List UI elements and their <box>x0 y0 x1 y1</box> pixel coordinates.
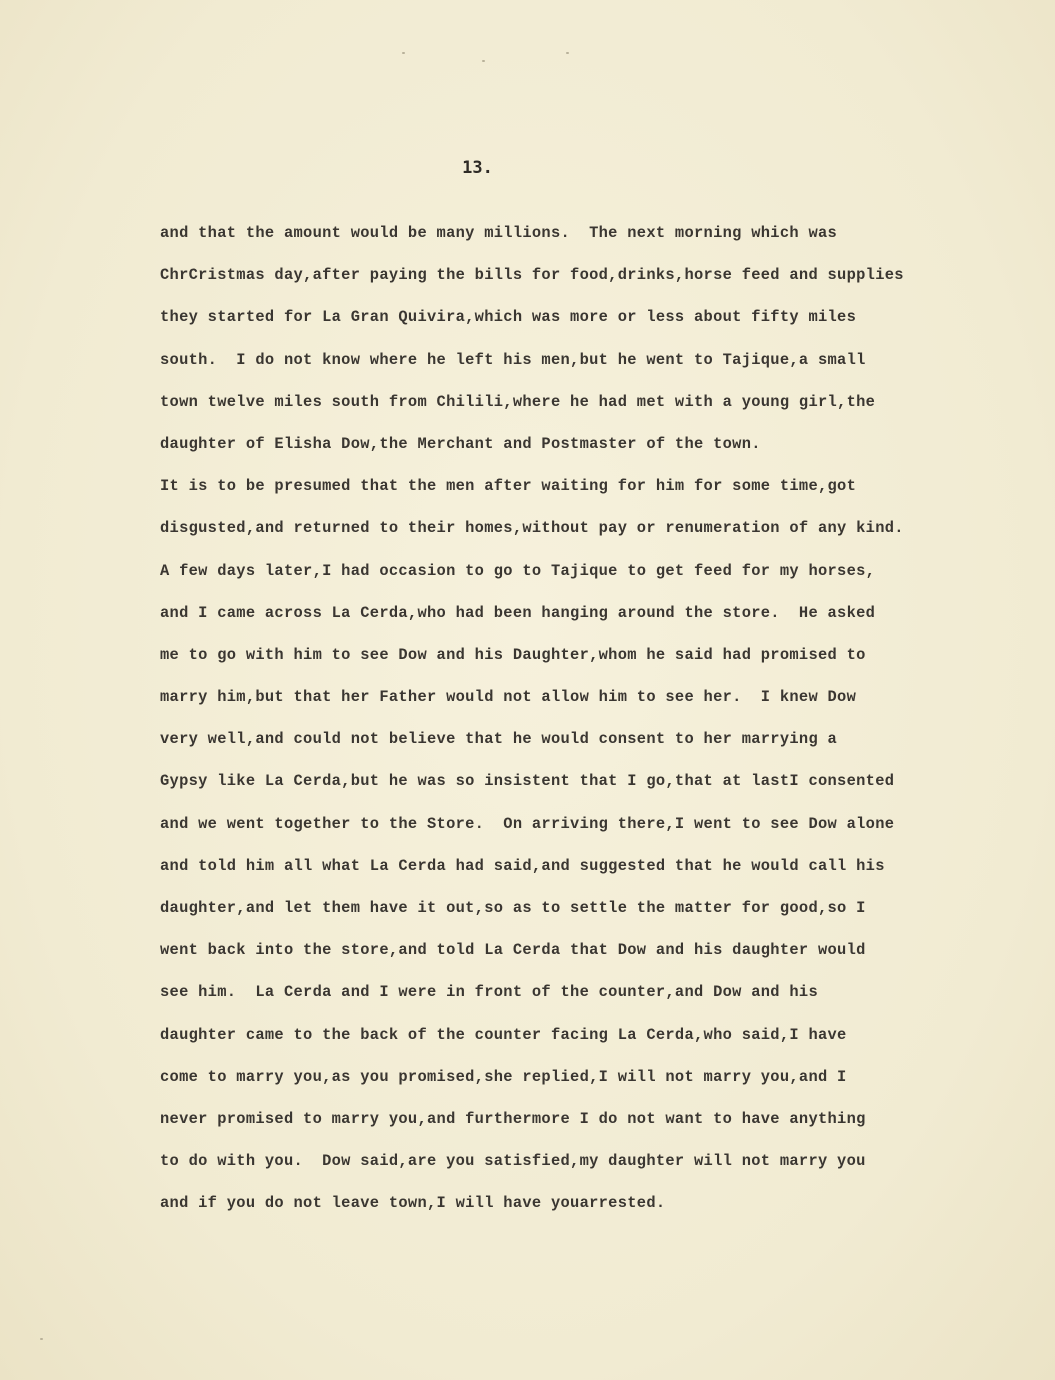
text-line: and told him all what La Cerda had said,and suggested that he would call his <box>160 856 885 875</box>
paper-speck <box>40 1338 43 1340</box>
paper-speck <box>482 60 485 62</box>
text-line: marry him,but that her Father would not allow him to see her. I knew Dow <box>160 688 857 707</box>
text-line: disgusted,and returned to their homes,without pay or renumeration of any kind. <box>160 519 904 538</box>
page-number: 13. <box>462 158 493 178</box>
text-line: to do with you. Dow said,are you satisfied,my daughter will not marry you <box>160 1152 866 1171</box>
text-line: went back into the store,and told La Cerda that Dow and his daughter would <box>160 941 866 960</box>
text-line: come to marry you,as you promised,she replied,I will not marry you,and I <box>160 1067 847 1086</box>
text-line: and I came across La Cerda,who had been hanging around the store. He asked <box>160 603 876 622</box>
text-line: me to go with him to see Dow and his Daughter,whom he said had promised to <box>160 645 866 664</box>
text-line: and if you do not leave town,I will have youarrested. <box>160 1194 666 1213</box>
text-line: very well,and could not believe that he would consent to her marrying a <box>160 730 838 749</box>
text-line: they started for La Gran Quivira,which was more or less about fifty miles <box>160 308 857 327</box>
paper-speck <box>402 52 405 54</box>
text-line: daughter of Elisha Dow,the Merchant and Postmaster of the town. <box>160 434 761 453</box>
text-line: never promised to marry you,and furthermore I do not want to have anything <box>160 1109 866 1128</box>
text-line: town twelve miles south from Chilili,where he had met with a young girl,the <box>160 392 876 411</box>
text-line: daughter,and let them have it out,so as to settle the matter for good,so I <box>160 899 866 917</box>
text-line: A few days later,I had occasion to go to Tajique to get feed for my horses, <box>160 561 876 580</box>
paper-speck <box>566 52 569 54</box>
text-line: and we went together to the Store. On arriving there,I went to see Dow alone <box>160 814 895 833</box>
text-line: ChrCristmas day,after paying the bills for food,drinks,horse feed and supplies <box>160 266 904 285</box>
typed-body-text <box>160 218 990 1231</box>
text-line: and that the amount would be many millions. The next morning which was <box>160 224 838 242</box>
text-line: see him. La Cerda and I were in front of the counter,and Dow and his <box>160 983 818 1002</box>
text-line: daughter came to the back of the counter facing La Cerda,who said,I have <box>160 1025 847 1044</box>
text-line: south. I do not know where he left his men,but he went to Tajique,a small <box>160 350 866 369</box>
text-line: It is to be presumed that the men after waiting for him for some time,got <box>160 477 857 496</box>
text-line: Gypsy like La Cerda,but he was so insistent that I go,that at lastI consented <box>160 772 895 791</box>
